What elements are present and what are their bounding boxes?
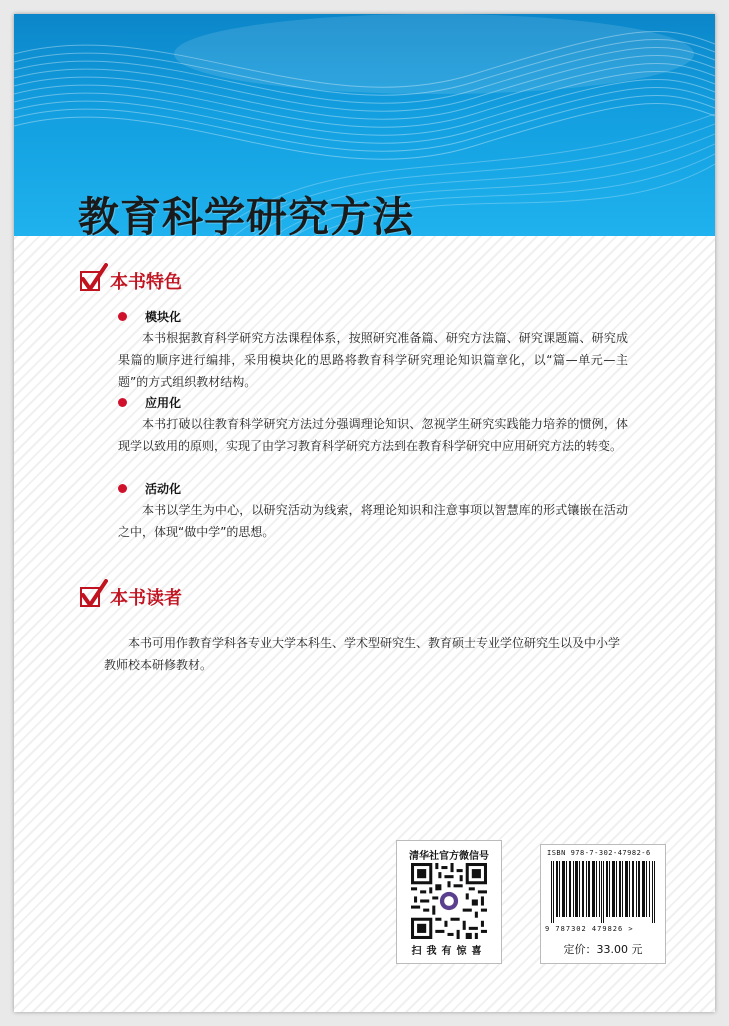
checkmark-icon bbox=[80, 587, 100, 607]
bullet-dot-icon bbox=[118, 398, 127, 407]
feature-item bbox=[118, 393, 628, 457]
readers-heading-text: 本书读者 bbox=[110, 588, 182, 609]
price-label: 定价：33.00 元 bbox=[563, 943, 643, 956]
feature-item bbox=[118, 479, 628, 543]
readers-heading bbox=[80, 584, 182, 610]
feature-text: 本书打破以往教育科学研究方法过分强调理论知识、忽视学生研究实践能力培养的惯例，体现学以致用的原则，实现了由学习教育科学研究方法到在教育科学研究中应用研究方法的转变。 bbox=[118, 417, 628, 453]
barcode-icon bbox=[551, 861, 655, 923]
isbn-text: ISBN 978-7-302-47982-6 bbox=[547, 849, 651, 857]
qr-code-icon[interactable] bbox=[411, 863, 487, 939]
features-heading-text: 本书特色 bbox=[110, 272, 182, 293]
isbn-barcode-panel bbox=[540, 844, 666, 964]
readers-text: 本书可用作教育学科各专业大学本科生、学术型研究生、教育硕士专业学位研究生以及中小学教师校本研修教材。 bbox=[104, 636, 621, 672]
isbn-digits: 9 787302 479826 > bbox=[545, 925, 634, 933]
feature-item bbox=[118, 307, 628, 393]
qr-caption-top: 清华社官方微信号 bbox=[409, 851, 489, 862]
feature-title: 活动化 bbox=[145, 481, 182, 496]
feature-text: 本书根据教育科学研究方法课程体系，按照研究准备篇、研究方法篇、研究课题篇、研究成果篇的顺序进行编排，采用模块化的思路将教育科学研究理论知识篇章化，以“篇—单元—主题”的方式组织教材结构。 bbox=[118, 331, 628, 389]
features-heading bbox=[80, 268, 182, 294]
bullet-dot-icon bbox=[118, 312, 127, 321]
qr-caption-bottom: 扫我有惊喜 bbox=[411, 946, 487, 957]
wechat-qr-panel bbox=[396, 840, 502, 964]
feature-title: 模块化 bbox=[145, 309, 182, 324]
feature-title: 应用化 bbox=[145, 395, 182, 410]
feature-text: 本书以学生为中心，以研究活动为线索，将理论知识和注意事项以智慧库的形式镶嵌在活动之中，体现“做中学”的思想。 bbox=[118, 503, 628, 539]
bullet-dot-icon bbox=[118, 484, 127, 493]
book-back-cover bbox=[14, 14, 715, 1012]
checkmark-icon bbox=[80, 271, 100, 291]
book-title: 教育科学研究方法 bbox=[78, 193, 414, 236]
header-banner bbox=[14, 14, 715, 236]
